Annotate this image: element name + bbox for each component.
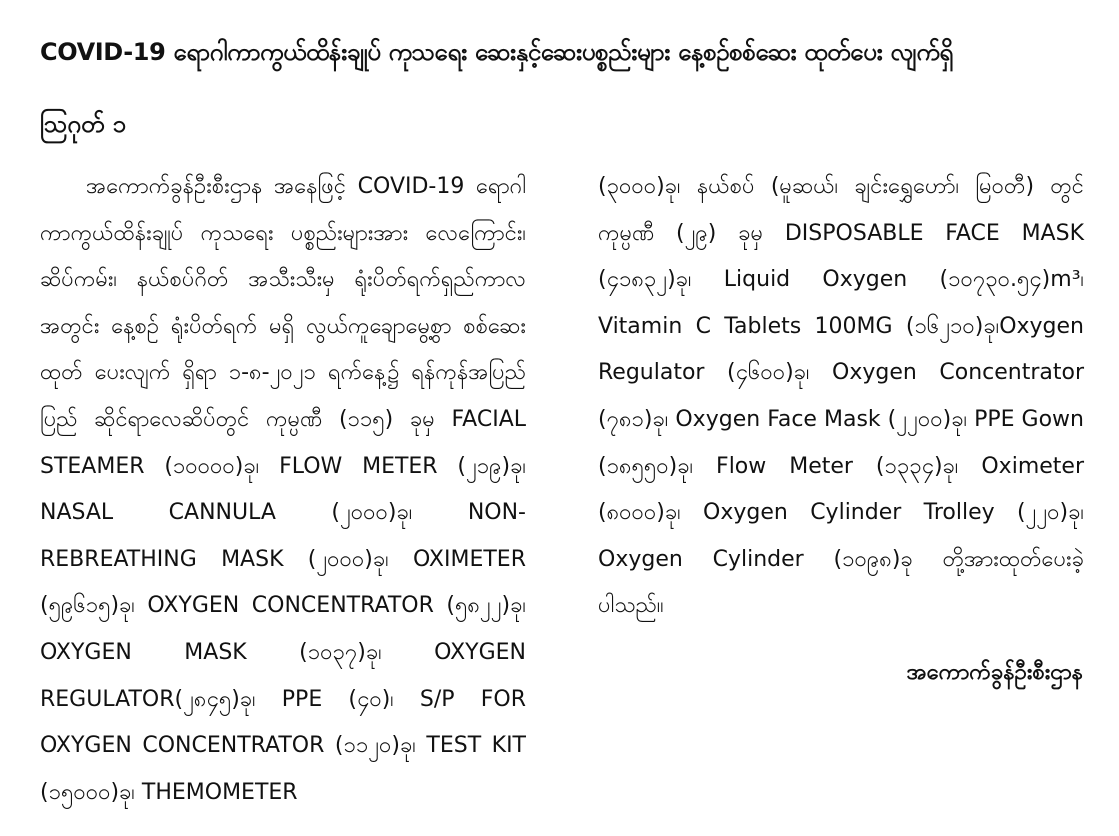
date-subheading: ဩဂုတ် ၁ xyxy=(40,110,127,138)
body-column-left: အကောက်ခွန်ဦးစီးဌာန အနေဖြင့် COVID-19 ရောဂါ ကာကွယ်ထိန်းချုပ် ကုသရေး ပစ္စည်းများအား လေကြောင်း၊ ဆိပ်ကမ်း၊ နယ်စပ်ဂိတ် အသီးသီးမှ ရုံးပိတ်ရက်ရှည်ကာလအတွင်း နေ့စဉ် ရုံးပိတ်ရက် မရှိ လွယ်ကူချောမွေ့စွာ စစ်ဆေးထုတ် ပေးလျက် ရှိရာ ၁-၈-၂၀၂၁ ရက်နေ့၌ ရန်ကုန်အပြည်ပြည် ဆိုင်ရာလေဆိပ်တွင် ကုမ္ပဏီ (၁၁၅) ခုမှ FACIAL STEAMER (၁၀၀၀၀)ခု၊ FLOW METER (၂၁၉)ခု၊ NASAL CANNULA (၂၀၀၀)ခု၊ NON-REBREATHING MASK (၂၀၀၀)ခု၊ OXIMETER (၅၉၆၁၅)ခု၊ OXYGEN CONCENTRATOR (၅၈၂၂)ခု၊ OXYGEN MASK (၁၀၃၇)ခု၊ OXYGEN REGULATOR(၂၈၄၅)ခု၊ PPE (၄၀)၊ S/P FOR OXYGEN CONCENTRATOR (၁၁၂၀)ခု၊ TEST KIT (၁၅၀၀၀)ခု၊ THEMOMETER xyxy=(40,174,526,805)
page-title: COVID-19 ရောဂါကာကွယ်ထိန်းချုပ် ကုသရေး ဆေးနှင့်ဆေးပစ္စည်းများ နေ့စဉ်စစ်ဆေး ထုတ်ပေး လျက်ရှိ xyxy=(40,38,953,66)
body-column-right: (၃၀၀၀)ခု၊ နယ်စပ် (မူဆယ်၊ ချင်းရွှေဟော်၊ မြဝတီ) တွင်ကုမ္ပဏီ (၂၉) ခုမှ DISPOSABLE FACE MASK (၄၁၈၃၂)ခု၊ Liquid Oxygen (၁၀၇၃၀.၅၄)m³၊ Vitamin C Tablets 100MG (၁၆၂၁၀)ခု၊Oxygen Regulator (၄၆၀၀)ခု၊ Oxygen Concentrator (၇၈၁)ခု၊ Oxygen Face Mask (၂၂၀၀)ခု၊ PPE Gown (၁၈၅၅၀)ခု၊ Flow Meter (၁၃၃၄)ခု၊ Oximeter (၈၀၀၀)ခု၊ Oxygen Cylinder Trolley (၂၂၀)ခု၊ Oxygen Cylinder (၁၀၉၈)ခု တို့အားထုတ်ပေးခဲ့ ပါသည်။ xyxy=(598,174,1084,619)
signature-department: အကောက်ခွန်ဦးစီးဌာန xyxy=(906,660,1083,685)
